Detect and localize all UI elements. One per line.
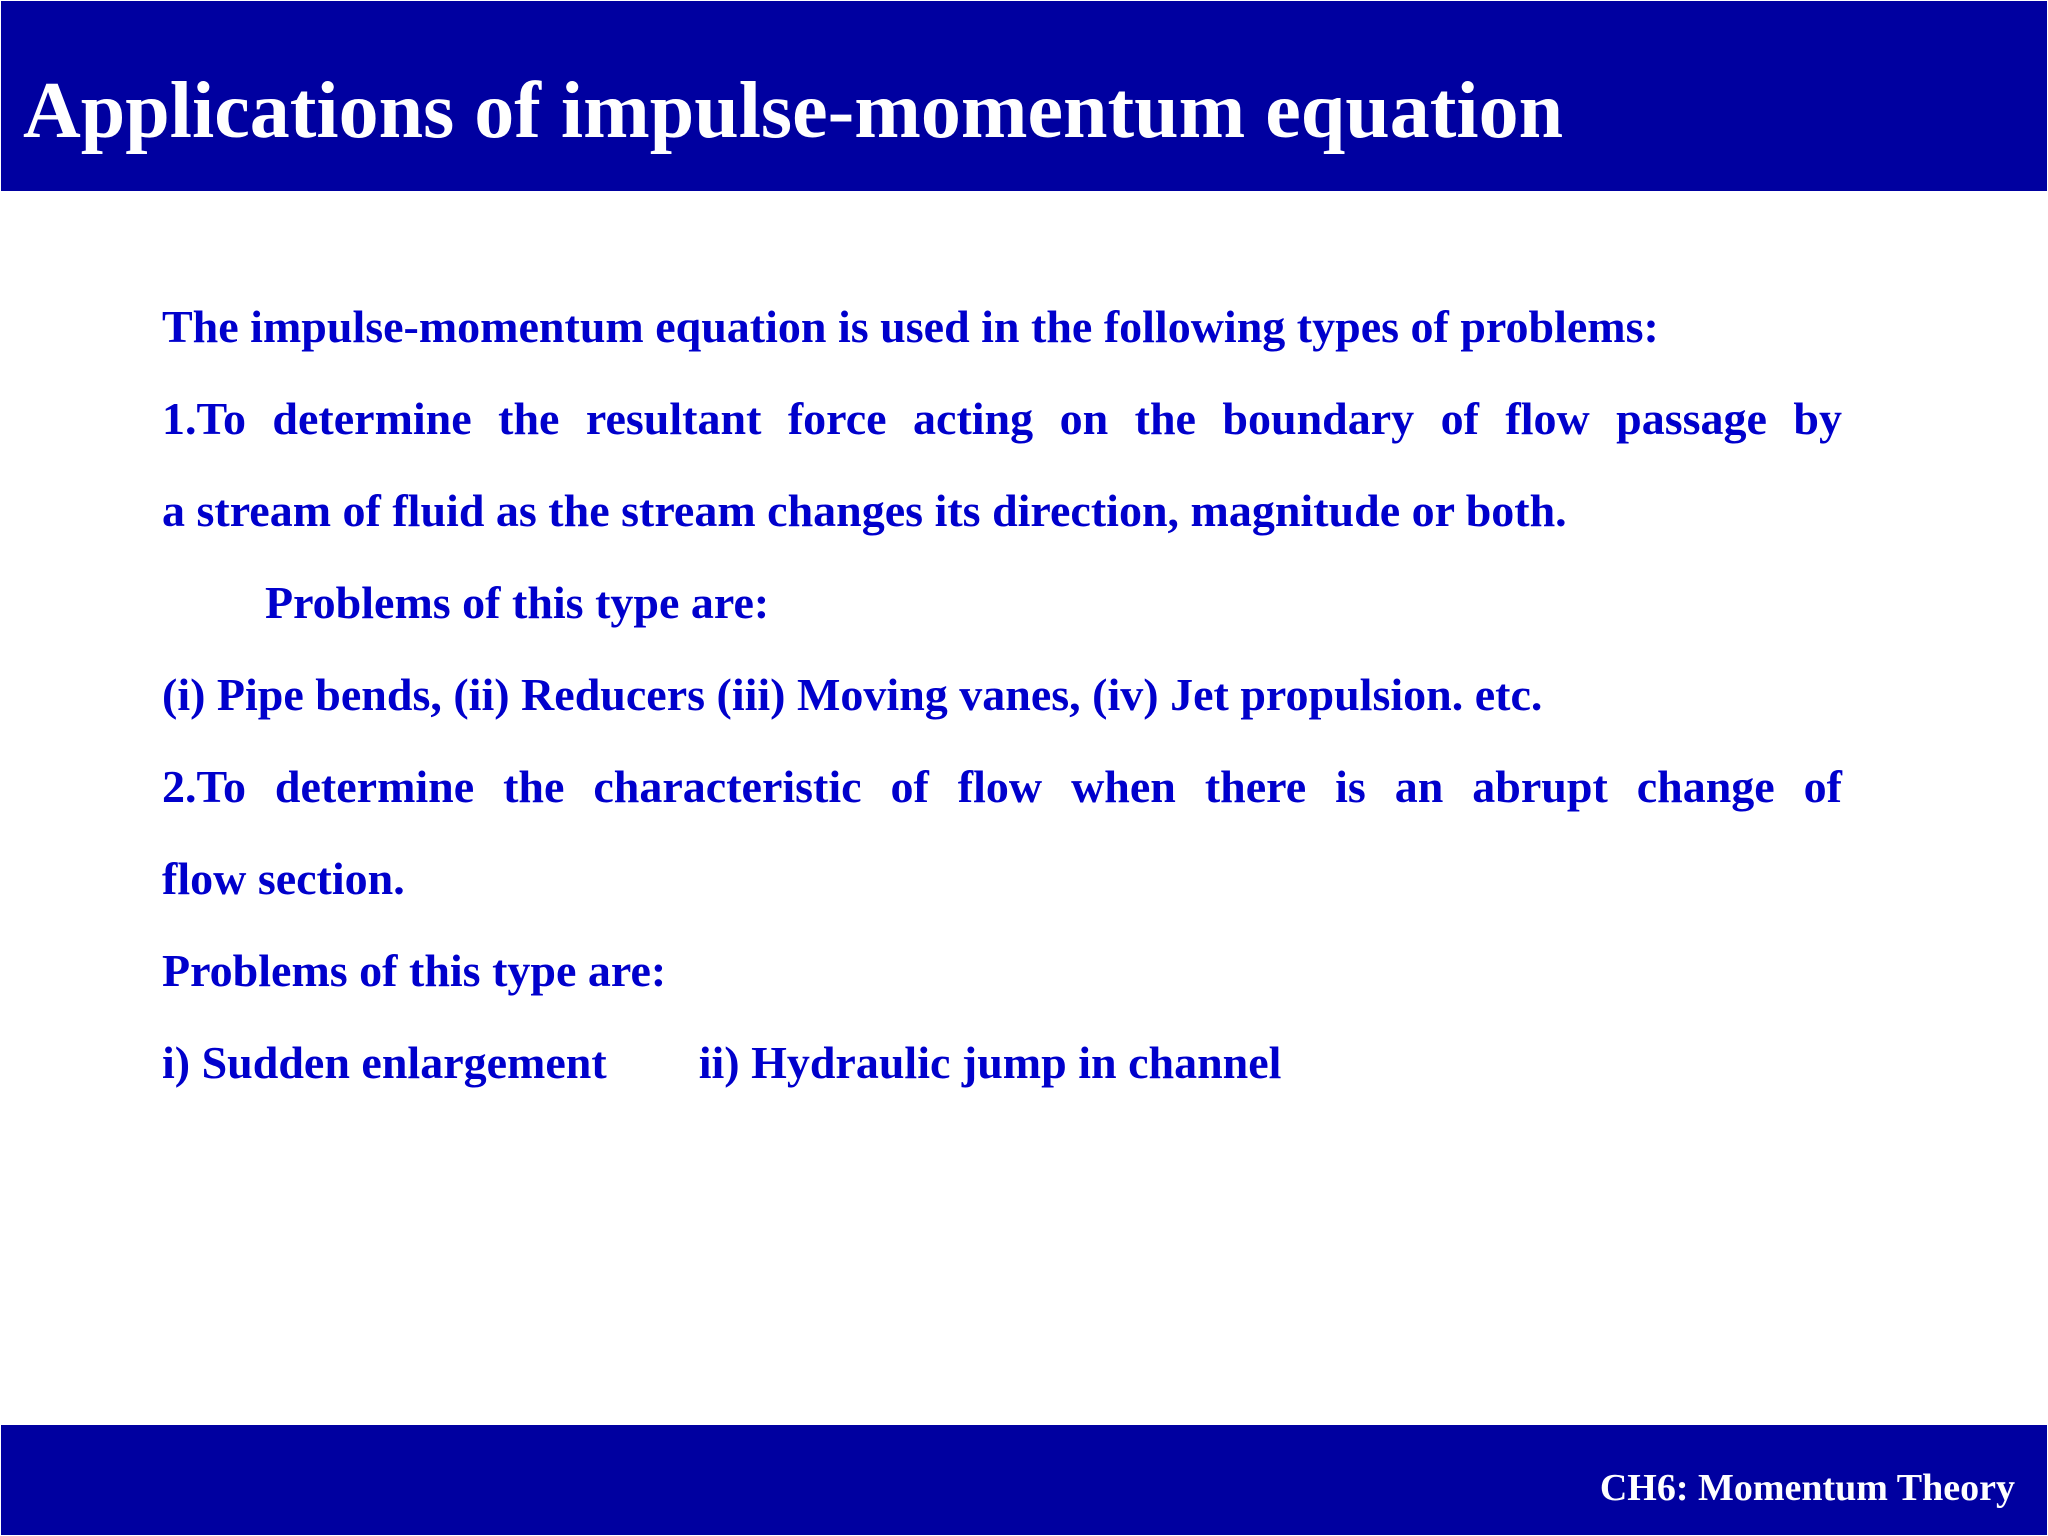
point-2-line-2: flow section.	[162, 853, 405, 904]
point-1-line-1: 1.To determine the resultant force acting on the boundary of flow passage by	[162, 393, 1842, 444]
footer-bar	[1, 1425, 2047, 1535]
problem-examples-2	[162, 1017, 1842, 1109]
slide-title: Applications of impulse-momentum equation	[23, 67, 1564, 155]
chapter-label: CH6: Momentum Theory	[1599, 1467, 2015, 1509]
slide-body	[162, 281, 1842, 1109]
point-1-line-2: a stream of fluid as the stream changes its direction, magnitude or both.	[162, 485, 1567, 536]
problems-heading-2: Problems of this type are:	[162, 945, 667, 996]
intro-line: The impulse-momentum equation is used in the following types of problems:	[162, 301, 1659, 352]
example-hydraulic-jump: ii) Hydraulic jump in channel	[698, 1037, 1282, 1088]
problems-heading-1: Problems of this type are:	[265, 577, 770, 628]
example-sudden-enlargement: i) Sudden enlargement	[162, 1037, 607, 1088]
point-2-line-1: 2.To determine the characteristic of flow when there is an abrupt change of	[162, 761, 1842, 812]
problem-examples-1: (i) Pipe bends, (ii) Reducers (iii) Moving vanes, (iv) Jet propulsion. etc.	[162, 669, 1543, 720]
title-bar	[1, 1, 2047, 191]
